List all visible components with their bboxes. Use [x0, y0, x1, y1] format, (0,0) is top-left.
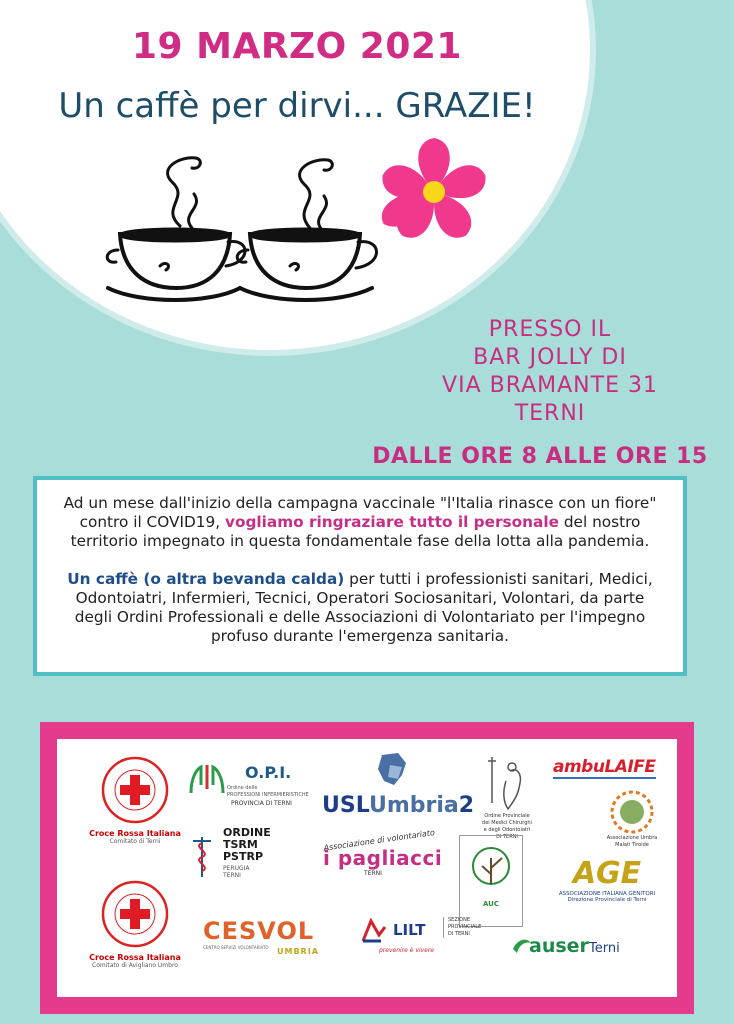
- logo-auc: [459, 835, 523, 927]
- cesvol-name: CESVOL: [203, 917, 315, 945]
- info-paragraph: [55, 570, 665, 646]
- logo-age: [533, 857, 681, 919]
- umbria-map-icon: [372, 751, 412, 789]
- pagliacci-city: TERNI: [364, 870, 382, 877]
- opi-sub: Ordine delle: [227, 785, 258, 791]
- cesvol-region: UMBRIA: [277, 947, 319, 956]
- age-text: Direzione Provinciale di Terni: [567, 897, 647, 903]
- opi-title: O.P.I.: [245, 763, 292, 782]
- logo-opi-terni: [187, 755, 317, 815]
- aumt-text: Associazione Umbra: [606, 835, 658, 841]
- venue-line: PRESSO IL: [488, 317, 612, 342]
- cri-sub: Comitato di Terni: [109, 838, 161, 845]
- lilt-side: PROVINCIALE: [448, 924, 482, 930]
- event-title: Un caffè per dirvi... GRAZIE!: [58, 86, 536, 126]
- auser-name: auser: [529, 935, 589, 957]
- caduceus-icon: [187, 835, 217, 879]
- event-date: 19 MARZO 2021: [132, 26, 462, 67]
- omceo-text: e degli Odontoiatri: [483, 827, 531, 833]
- physician-statue-icon: [482, 753, 532, 813]
- info-highlight: vogliamo ringraziare tutto il personale: [224, 513, 559, 531]
- logo-usl-umbria2: [322, 751, 475, 826]
- info-paragraph: [55, 494, 665, 551]
- tsrm-text: PERUGIA: [223, 865, 250, 872]
- omceo-text: Ordine Provinciale: [484, 813, 530, 819]
- event-hours: DALLE ORE 8 ALLE ORE 15: [372, 444, 708, 469]
- cri-name: Croce Rossa Italiana: [89, 953, 181, 962]
- usl-text: 2: [458, 793, 475, 818]
- butterfly-icon: [609, 789, 655, 835]
- auc-name: AUC: [482, 900, 500, 908]
- tree-icon: [466, 840, 516, 900]
- sponsor-logos-frame: [40, 722, 694, 1014]
- logo-cesvol: [203, 917, 333, 967]
- hands-icon: [187, 759, 227, 799]
- usl-text: USL: [322, 793, 369, 818]
- lilt-side: DI TERNI: [448, 931, 470, 937]
- tsrm-text: PSTRP: [223, 850, 264, 863]
- info-text: per tutti i professionisti sanitari, Medici, Odontoiatri, Infermieri, Tecnici, Operatori Sociosanitari, Volontari, da parte degli Ordini Professionali e delle Associazioni di Volontariato per l'impegno profuso durante l'emergenza sanitaria.: [74, 570, 653, 645]
- cesvol-sub: CENTRO SERVIZI VOLONTARIATO: [203, 945, 269, 950]
- venue-address: [400, 316, 700, 428]
- lilt-sub: prevenire è vivere: [379, 947, 434, 954]
- logo-croce-rossa-terni: [85, 755, 185, 865]
- aumt-text: Malati Tiroide: [615, 842, 649, 848]
- info-box: [33, 476, 687, 676]
- logo-auser-terni: [511, 931, 641, 967]
- venue-line: BAR JOLLY DI: [473, 345, 627, 370]
- pagliacci-tag: Associazione di volontariato: [322, 828, 436, 853]
- lilt-figure-icon: [359, 915, 389, 945]
- lilt-side: SEZIONE: [448, 917, 471, 923]
- opi-sub: PROFESSIONI INFERMIERISTICHE: [227, 792, 309, 798]
- info-highlight: Un caffè (o altra bevanda calda): [67, 570, 345, 588]
- age-name: AGE: [572, 856, 642, 891]
- logo-aumt: [589, 789, 675, 859]
- omceo-text: dei Medici Chirurghi: [482, 820, 532, 826]
- venue-line: TERNI: [514, 401, 586, 426]
- venue-line: VIA BRAMANTE 31: [442, 373, 658, 398]
- coffee-cups-icon: [100, 138, 390, 308]
- info-text: Ad un mese dall'inizio della campagna vaccinale "l'Italia rinasce con un fiore" contro il COVID19,: [63, 494, 657, 531]
- tsrm-text: ORDINE: [223, 826, 271, 839]
- auser-city: Terni: [589, 941, 620, 956]
- info-text: del nostro territorio impegnato in questa fondamentale fase della lotta alla pandemia.: [70, 513, 650, 550]
- red-cross-icon: [100, 879, 170, 949]
- tsrm-text: TERNI: [223, 872, 241, 879]
- lilt-name: LILT: [393, 921, 426, 939]
- age-text: ASSOCIAZIONE ITALIANA GENITORI: [558, 891, 656, 897]
- logo-tsrm-pstrp: [187, 827, 297, 891]
- logo-i-pagliacci: [322, 828, 447, 895]
- flower-icon: [370, 128, 498, 256]
- usl-text: Umbria: [368, 793, 459, 818]
- logo-ambulaife: [553, 757, 681, 783]
- ambulaife-name: ambuLAIFE: [553, 757, 656, 777]
- logo-croce-rossa-avigliano: [85, 879, 185, 989]
- omceo-text: DI TERNI: [496, 834, 518, 840]
- red-cross-icon: [100, 755, 170, 825]
- sponsor-logos-panel: [57, 739, 677, 997]
- tsrm-text: TSRM: [223, 838, 258, 851]
- cri-name: Croce Rossa Italiana: [89, 829, 181, 838]
- opi-sub: PROVINCIA DI TERNI: [231, 800, 292, 807]
- cri-sub: Comitato di Avigliano Umbro: [92, 962, 178, 969]
- logo-lilt: [359, 915, 489, 971]
- pagliacci-name: i pagliacci: [323, 846, 443, 870]
